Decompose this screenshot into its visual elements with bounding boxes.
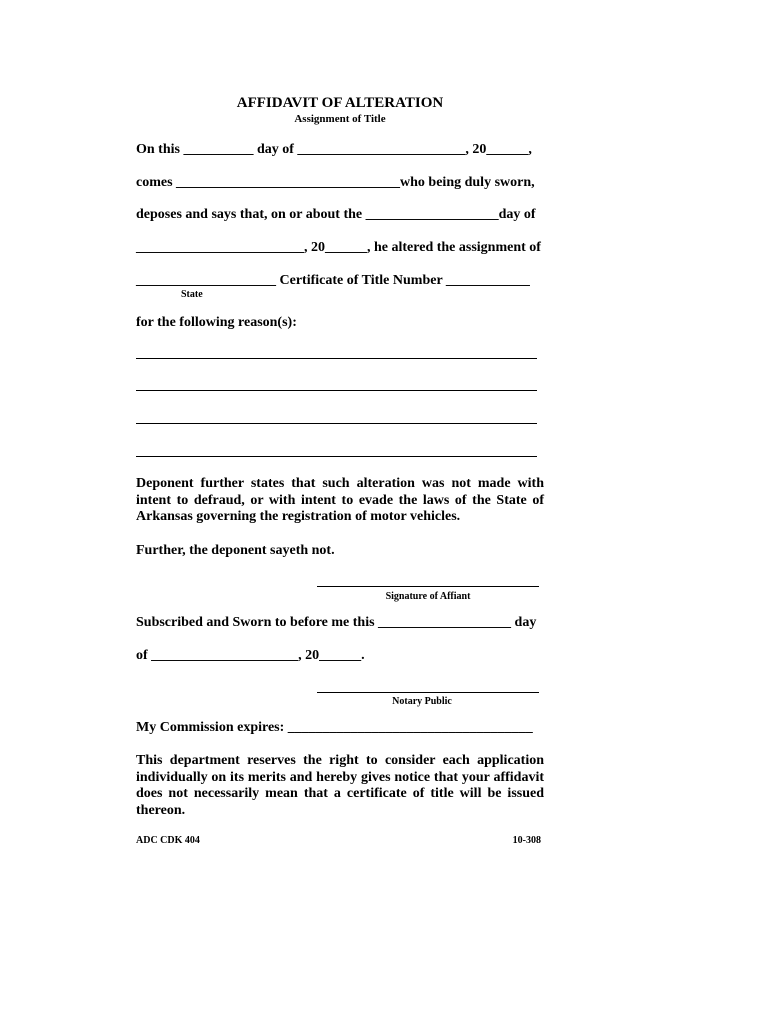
affiant-signature-line[interactable] [317, 586, 539, 587]
department-notice: This department reserves the right to consider each application individually on its merits and hereby gives notice that your affidavit does not necessarily mean that a certificate of title will be issued thereon. [136, 753, 544, 818]
further-statement: Further, the deponent sayeth not. [136, 543, 335, 558]
affiant-signature-label: Signature of Affiant [385, 591, 471, 602]
reason-line-1[interactable] [136, 358, 537, 359]
deponent-statement: Deponent further states that such alteration was not made with intent to defraud, or with intent to evade the laws of the State of Arkansas governing the registration of motor vehicles. [136, 476, 544, 524]
date-line: On this __________ day of ________________________, 20______, [136, 142, 532, 157]
alteration-year-line: ________________________, 20______, he altered the assignment of [136, 240, 541, 255]
affiant-name-line: comes ________________________________who being duly sworn, [136, 175, 535, 190]
notary-label: Notary Public [392, 696, 452, 707]
form-subtitle: Assignment of Title [294, 113, 386, 125]
commission-expires-line: My Commission expires: ___________________________________ [136, 720, 533, 735]
reason-line-3[interactable] [136, 423, 537, 424]
subscribed-line: Subscribed and Sworn to before me this ___________________ day [136, 615, 537, 630]
notary-signature-line[interactable] [317, 692, 539, 693]
notary-date-line: of _____________________, 20______. [136, 648, 365, 663]
reason-line-2[interactable] [136, 390, 537, 391]
form-number: 10-308 [512, 835, 541, 846]
certificate-line: ____________________ Certificate of Title Number ____________ [136, 273, 530, 288]
state-label: State [181, 289, 203, 300]
form-code: ADC CDK 404 [136, 835, 200, 846]
reasons-heading: for the following reason(s): [136, 315, 297, 330]
reason-line-4[interactable] [136, 456, 537, 457]
form-title: AFFIDAVIT OF ALTERATION [236, 95, 444, 111]
alteration-date-line: deposes and says that, on or about the ___________________day of [136, 207, 536, 222]
